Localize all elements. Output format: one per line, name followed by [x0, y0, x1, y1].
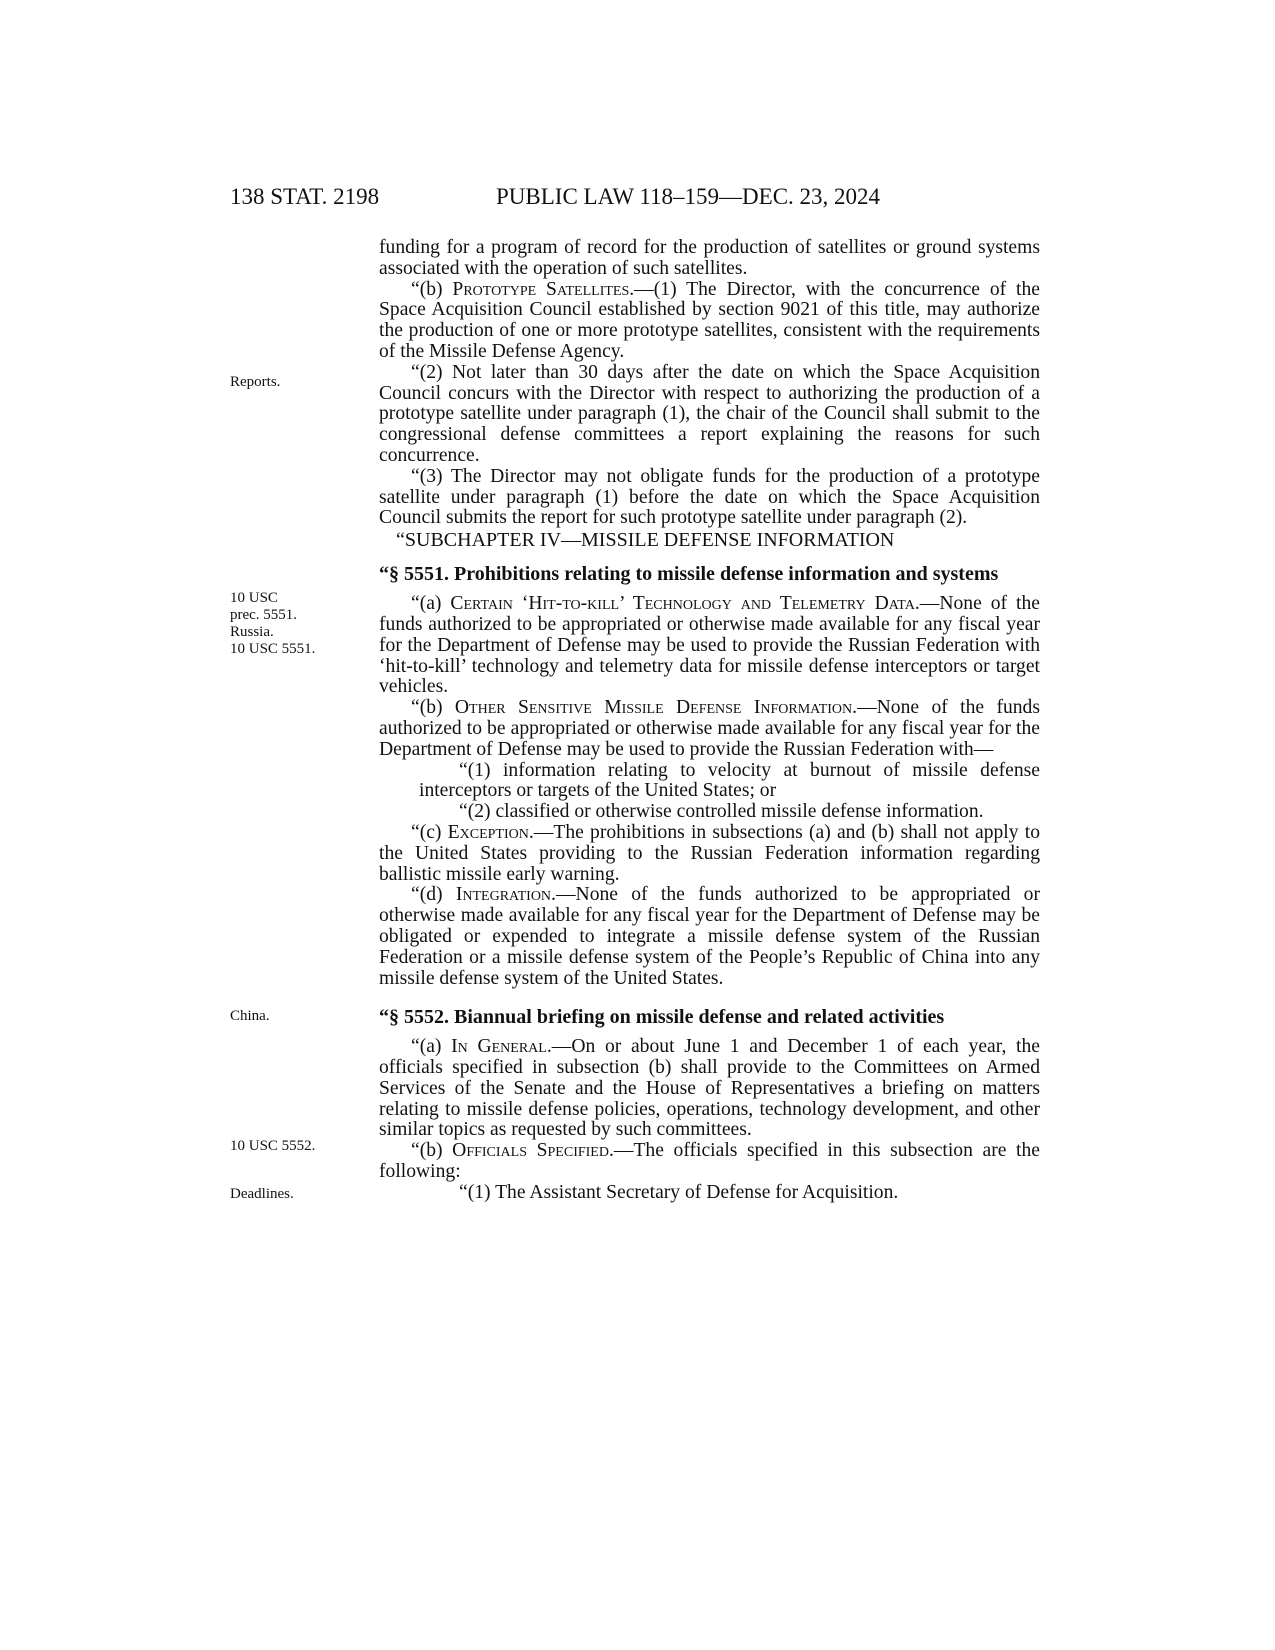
- section-5551-c: “(c) Exception.—The prohibitions in subsections (a) and (b) shall not apply to the United States providing to the Russian Federation information regarding ballistic missile early warning.: [379, 821, 1041, 885]
- section-5551-a: “(a) Certain ‘Hit-to-kill’ Technology and Telemetry Data.—None of the funds authorized to be appropriated or otherwise made available for any fiscal year for the Department of Defense may be used to provide the Russian Federation with ‘hit-to-kill’ technology and telemetry data for missile defense interceptors or target vehicles.: [379, 593, 1040, 698]
- subsection-heading: In General.: [451, 1036, 552, 1058]
- section-5551-b2: “(2) classified or otherwise controlled missile defense information.: [459, 801, 984, 823]
- margin-note-deadlines: Deadlines.: [230, 1186, 294, 1202]
- subsection-heading: Integration.: [455, 884, 556, 906]
- margin-note-reports: Reports.: [230, 374, 281, 390]
- margin-note-usc-5552: 10 USC 5552.: [230, 1138, 316, 1154]
- section-5552-a: “(a) In General.—On or about June 1 and December 1 of each year, the officials specified in subsection (b) shall provide to the Committees on Armed Services of the Senate and the House of Representatives a briefing on matters relating to missile defense policies, operations, technology development, and other similar topics as requested by such committees.: [379, 1036, 1040, 1141]
- subsection-heading: Exception.: [447, 821, 534, 843]
- running-head-title: PUBLIC LAW 118–159—DEC. 23, 2024: [496, 184, 881, 209]
- statute-body: [379, 238, 1040, 1204]
- paragraph-b2: “(2) Not later than 30 days after the date on which the Space Acquisition Council concurs with the Director with respect to authorizing the production of a prototype satellite under paragraph (1), the chair of the Council shall submit to the congressional defense committees a report explaining the reasons for such concurrence.: [379, 361, 1040, 466]
- paragraph-funding: funding for a program of record for the production of satellites or ground systems associated with the operation of such satellites.: [379, 237, 1040, 279]
- margin-note-russia: Russia.: [230, 624, 274, 640]
- paragraph-b3: “(3) The Director may not obligate funds for the production of a prototype satellite under paragraph (1) before the date on which the Space Acquisition Council submits the report for such prototype satellite under paragraph (2).: [379, 465, 1040, 529]
- section-5551-b: “(b) Other Sensitive Missile Defense Information.—None of the funds authorized to be appropriated or otherwise made available for any fiscal year for the Department of Defense may be used to provide the Russian Federation with—: [379, 697, 1040, 760]
- margin-note-usc-prec-line1: 10 USC: [230, 590, 278, 606]
- margin-note-usc-prec: [230, 590, 315, 658]
- section-5551-d: “(d) Integration.—None of the funds authorized to be appropriated or otherwise made available for any fiscal year for the Department of Defense may be obligated or expended to integrate a missile defense system of the Russian Federation or a missile defense system of the People’s Republic of China into any missile defense system of the United States.: [379, 884, 1040, 989]
- paragraph-b-prototype-satellites: “(b) Prototype Satellites.—(1) The Director, with the concurrence of the Space Acquisition Council established by section 9021 of this title, may authorize the production of one or more prototype satellites, consistent with the requirements of the Missile Defense Agency.: [379, 278, 1040, 362]
- section-5551-heading: “§ 5551. Prohibitions relating to missile defense information and systems: [379, 563, 999, 586]
- section-5552-b: “(b) Officials Specified.—The officials specified in this subsection are the following:: [379, 1140, 1040, 1183]
- subsection-heading: Other Sensitive Missile Defense Information.: [454, 697, 858, 719]
- section-5552-b1: “(1) The Assistant Secretary of Defense for Acquisition.: [459, 1181, 899, 1203]
- section-5551-b1: “(1) information relating to velocity at burnout of missile defense interceptors or targets of the United States; or: [419, 759, 1040, 802]
- subsection-heading: Certain ‘Hit-to-kill’ Technology and Telemetry Data.: [450, 593, 920, 615]
- page-header: [230, 184, 1050, 218]
- margin-note-usc-5551: 10 USC 5551.: [230, 641, 316, 657]
- section-5552-heading: “§ 5552. Biannual briefing on missile defense and related activities: [379, 1006, 945, 1029]
- margin-note-china: China.: [230, 1008, 270, 1024]
- margin-note-usc-prec-line2: prec. 5551.: [230, 607, 298, 623]
- subsection-heading: Officials Specified.: [452, 1140, 614, 1162]
- subchapter-heading: “SUBCHAPTER IV—MISSILE DEFENSE INFORMATION: [396, 529, 895, 552]
- subsection-heading: Prototype Satellites.: [452, 278, 635, 300]
- stat-page-number: 138 STAT. 2198: [230, 184, 380, 209]
